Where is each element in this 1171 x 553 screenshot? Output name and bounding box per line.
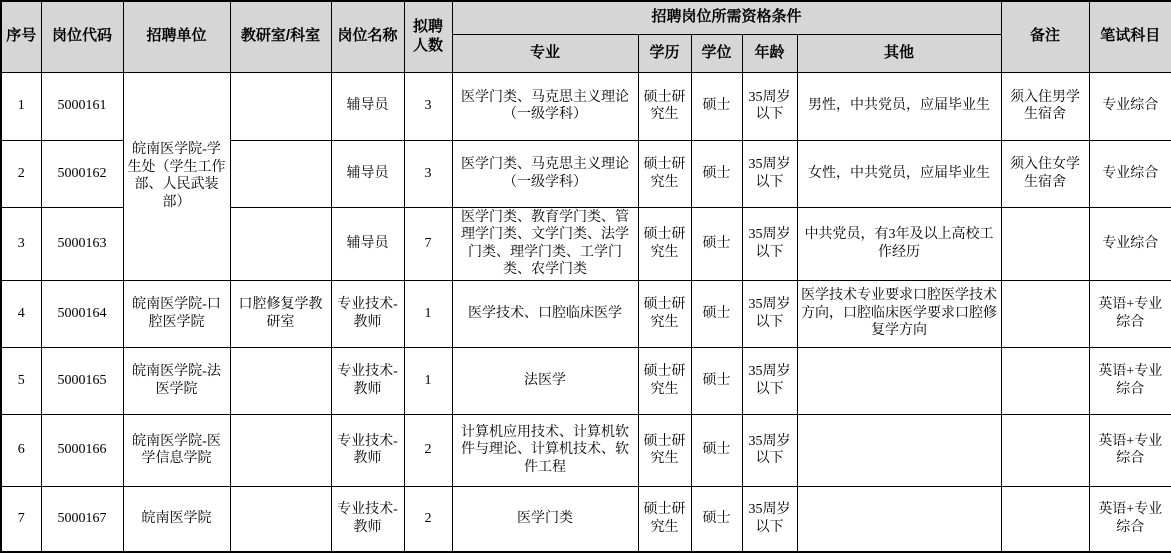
r1-unit-cell-merged: 皖南医学院-学生处（学生工作部、人民武装部） [123,72,230,280]
r5-seq-cell: 5 [1,347,41,414]
r6-remark-cell [1001,414,1089,486]
header-position-code: 岗位代码 [41,1,123,72]
r7-age-cell: 35周岁以下 [742,486,797,552]
r1-degree-cell: 硕士 [691,72,742,140]
r7-other-cell [797,486,1001,552]
r1-seq-cell: 1 [1,72,41,140]
r1-exam-cell: 专业综合 [1089,72,1171,140]
r3-code-cell: 5000163 [41,207,123,280]
r3-position-cell: 辅导员 [331,207,404,280]
r7-exam-cell: 英语+专业综合 [1089,486,1171,552]
header-degree: 学位 [691,34,742,72]
r7-major-cell: 医学门类 [452,486,638,552]
r5-unit-cell: 皖南医学院-法医学院 [123,347,230,414]
r1-position-cell: 辅导员 [331,72,404,140]
r3-remark-cell [1001,207,1089,280]
header-education: 学历 [638,34,691,72]
r6-age-cell: 35周岁以下 [742,414,797,486]
r4-remark-cell [1001,280,1089,347]
r4-age-cell: 35周岁以下 [742,280,797,347]
r3-other-cell: 中共党员，有3年及以上高校工作经历 [797,207,1001,280]
r3-major-cell: 医学门类、教育学门类、管理学门类、文学门类、法学门类、理学门类、工学门类、农学门类 [452,207,638,280]
r1-remark-cell: 须入住男学生宿舍 [1001,72,1089,140]
r4-position-cell: 专业技术-教师 [331,280,404,347]
r7-office-cell [230,486,331,552]
r7-seq-cell: 7 [1,486,41,552]
r1-age-cell: 35周岁以下 [742,72,797,140]
r5-position-cell: 专业技术-教师 [331,347,404,414]
r4-major-cell: 医学技术、口腔临床医学 [452,280,638,347]
r1-count-cell: 3 [404,72,452,140]
header-seq: 序号 [1,1,41,72]
r5-major-cell: 法医学 [452,347,638,414]
r5-count-cell: 1 [404,347,452,414]
header-planned-count: 拟聘人数 [404,1,452,72]
r6-education-cell: 硕士研究生 [638,414,691,486]
r2-education-cell: 硕士研究生 [638,140,691,207]
r4-degree-cell: 硕士 [691,280,742,347]
r2-office-cell [230,140,331,207]
r1-code-cell: 5000161 [41,72,123,140]
r7-count-cell: 2 [404,486,452,552]
r2-code-cell: 5000162 [41,140,123,207]
r5-office-cell [230,347,331,414]
header-major: 专业 [452,34,638,72]
r4-education-cell: 硕士研究生 [638,280,691,347]
header-qualifications-group: 招聘岗位所需资格条件 [452,1,1001,34]
r7-degree-cell: 硕士 [691,486,742,552]
r4-other-cell: 医学技术专业要求口腔医学技术方向，口腔临床医学要求口腔修复学方向 [797,280,1001,347]
r3-degree-cell: 硕士 [691,207,742,280]
r3-education-cell: 硕士研究生 [638,207,691,280]
r2-exam-cell: 专业综合 [1089,140,1171,207]
table-row-7 [1,486,1171,552]
r6-position-cell: 专业技术-教师 [331,414,404,486]
r3-seq-cell: 3 [1,207,41,280]
header-written-exam: 笔试科目 [1089,1,1171,72]
table-row-5 [1,347,1171,414]
header-office: 教研室/科室 [230,1,331,72]
r6-code-cell: 5000166 [41,414,123,486]
r3-age-cell: 35周岁以下 [742,207,797,280]
r2-major-cell: 医学门类、马克思主义理论（一级学科） [452,140,638,207]
header-other: 其他 [797,34,1001,72]
r5-remark-cell [1001,347,1089,414]
r3-exam-cell: 专业综合 [1089,207,1171,280]
r4-count-cell: 1 [404,280,452,347]
r6-degree-cell: 硕士 [691,414,742,486]
r2-age-cell: 35周岁以下 [742,140,797,207]
r2-seq-cell: 2 [1,140,41,207]
table-row-4 [1,280,1171,347]
header-remark: 备注 [1001,1,1089,72]
r1-major-cell: 医学门类、马克思主义理论（一级学科） [452,72,638,140]
r1-office-cell [230,72,331,140]
r6-major-cell: 计算机应用技术、计算机软件与理论、计算机技术、软件工程 [452,414,638,486]
r4-unit-cell: 皖南医学院-口腔医学院 [123,280,230,347]
r1-other-cell: 男性，中共党员，应届毕业生 [797,72,1001,140]
r5-education-cell: 硕士研究生 [638,347,691,414]
r5-age-cell: 35周岁以下 [742,347,797,414]
r2-degree-cell: 硕士 [691,140,742,207]
r4-seq-cell: 4 [1,280,41,347]
r4-exam-cell: 英语+专业综合 [1089,280,1171,347]
r2-position-cell: 辅导员 [331,140,404,207]
r5-degree-cell: 硕士 [691,347,742,414]
header-recruiting-unit: 招聘单位 [123,1,230,72]
r5-code-cell: 5000165 [41,347,123,414]
r7-education-cell: 硕士研究生 [638,486,691,552]
r6-seq-cell: 6 [1,414,41,486]
r6-other-cell [797,414,1001,486]
r7-remark-cell [1001,486,1089,552]
r6-exam-cell: 英语+专业综合 [1089,414,1171,486]
r6-count-cell: 2 [404,414,452,486]
r4-office-cell: 口腔修复学教研室 [230,280,331,347]
r1-education-cell: 硕士研究生 [638,72,691,140]
r6-office-cell [230,414,331,486]
r5-other-cell [797,347,1001,414]
header-position-name: 岗位名称 [331,1,404,72]
r3-office-cell [230,207,331,280]
r7-position-cell: 专业技术-教师 [331,486,404,552]
table-row-6 [1,414,1171,486]
header-age: 年龄 [742,34,797,72]
r4-code-cell: 5000164 [41,280,123,347]
r2-remark-cell: 须入住女学生宿舍 [1001,140,1089,207]
r2-other-cell: 女性，中共党员，应届毕业生 [797,140,1001,207]
r2-count-cell: 3 [404,140,452,207]
r6-unit-cell: 皖南医学院-医学信息学院 [123,414,230,486]
r7-code-cell: 5000167 [41,486,123,552]
table-row-1 [1,72,1171,140]
r7-unit-cell: 皖南医学院 [123,486,230,552]
r5-exam-cell: 英语+专业综合 [1089,347,1171,414]
r3-count-cell: 7 [404,207,452,280]
